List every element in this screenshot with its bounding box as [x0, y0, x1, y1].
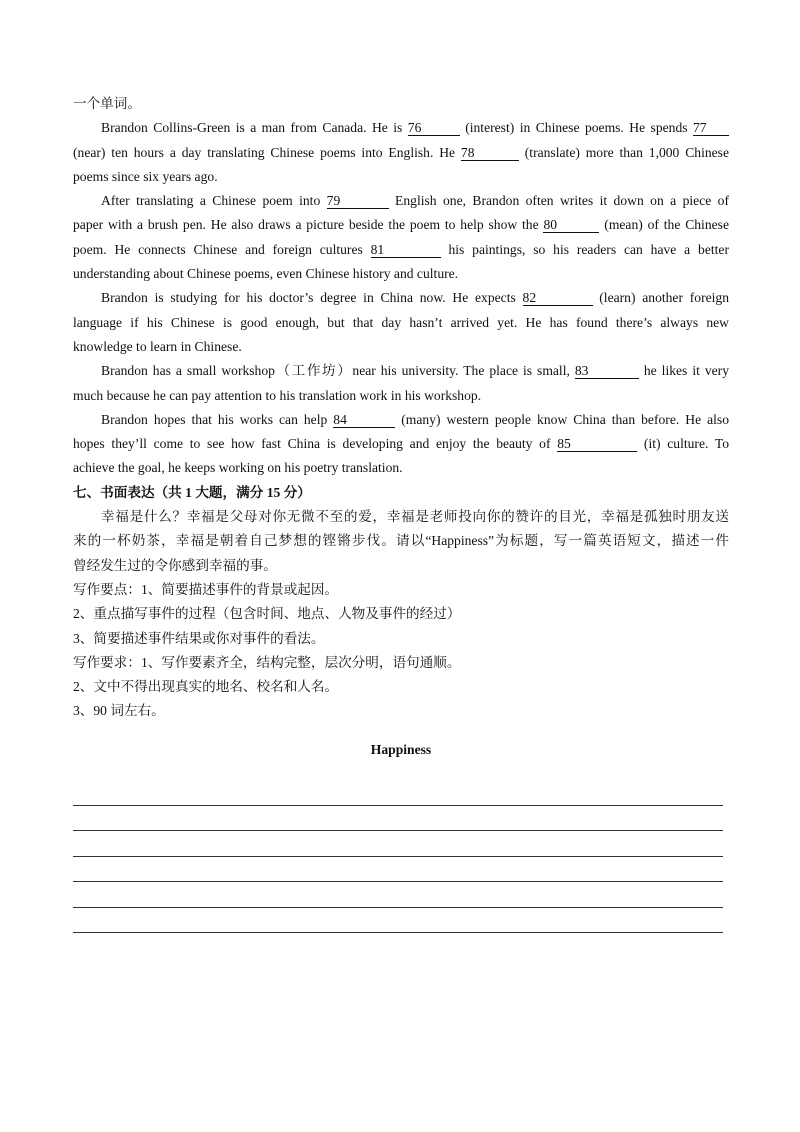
p3-line3: knowledge to learn in Chinese.	[73, 338, 242, 354]
p4-line2: much because he can pay attention to his translation work in his workshop.	[73, 387, 482, 403]
essay-title: Happiness	[370, 742, 432, 757]
blank-80[interactable]: 80	[543, 217, 599, 233]
answer-lines[interactable]	[73, 780, 723, 933]
p2-text: his paintings, so his readers can have a better	[440, 241, 729, 257]
blank-78[interactable]: 78	[461, 145, 519, 161]
writing-requirement-3: 3、90 词左右。	[73, 703, 165, 719]
p1-line1	[73, 116, 729, 140]
blank-83[interactable]: 83	[575, 363, 639, 379]
answer-line[interactable]	[73, 908, 723, 934]
p1-text: (near) ten hours a day translating Chinese poems into English. He	[73, 144, 461, 160]
answer-line[interactable]	[73, 831, 723, 857]
p5-text: (many) western people know China than before. He also	[395, 411, 729, 427]
p4-text: Brandon has a small workshop（工作坊）near his university. The place is small,	[101, 363, 575, 379]
p2-text: After translating a Chinese poem into	[101, 193, 327, 209]
p1-line2	[73, 141, 729, 165]
blank-82[interactable]: 82	[523, 290, 593, 306]
intro-tail: 一个单词。	[73, 96, 141, 111]
p3-text: Brandon is studying for his doctor’s degree in China now. He expects	[101, 290, 523, 306]
p5-text: hopes they’ll come to see how fast China is developing and enjoy the beauty of	[73, 436, 558, 452]
p4-line1	[73, 359, 729, 383]
p3-line2: language if his Chinese is good enough, but that day hasn’t arrived yet. He has found there’s always new	[73, 314, 729, 330]
p1-text: (interest) in Chinese poems. He spends	[459, 120, 693, 136]
p2-line3	[73, 238, 729, 262]
passage	[73, 92, 729, 724]
points-label: 写作要点：	[73, 581, 141, 597]
answer-line[interactable]	[73, 780, 723, 806]
prompt-line1: 幸福是什么？幸福是父母对你无微不至的爱，幸福是老师投向你的赞许的目光，幸福是孤独时朋友送	[101, 509, 729, 525]
p1-text: (translate) more than 1,000 Chinese	[518, 144, 730, 160]
p5-line3: achieve the goal, he keeps working on his poetry translation.	[73, 460, 403, 476]
blank-79[interactable]: 79	[327, 193, 389, 209]
requirements-label: 写作要求：	[73, 654, 141, 670]
writing-requirement-2: 2、文中不得出现真实的地名、校名和人名。	[73, 679, 339, 695]
p2-text: (mean) of the Chinese	[599, 217, 729, 233]
p1-line3: poems since six years ago.	[73, 168, 218, 184]
p2-line4: understanding about Chinese poems, even Chinese history and culture.	[73, 266, 459, 282]
p3-text: (learn) another foreign	[592, 290, 729, 306]
answer-line[interactable]	[73, 882, 723, 908]
writing-point-1	[73, 578, 729, 602]
p1-text: Brandon Collins-Green is a man from Canada. He is	[101, 120, 408, 136]
writing-point-2: 2、重点描写事件的过程（包含时间、地点、人物及事件的经过）	[73, 606, 461, 622]
p5-text: Brandon hopes that his works can help	[101, 411, 334, 427]
blank-76[interactable]: 76	[408, 120, 460, 136]
blank-77[interactable]: 77	[693, 120, 729, 136]
p2-line1	[73, 189, 729, 213]
p4-text: he likes it very	[638, 363, 729, 379]
writing-requirement-1	[73, 651, 729, 675]
prompt-line3: 曾经发生过的令你感到幸福的事。	[73, 557, 277, 573]
section-heading: 七、书面表达（共 1 大题，满分 15 分）	[73, 484, 311, 500]
p2-text: poem. He connects Chinese and foreign cultures	[73, 241, 371, 257]
blank-84[interactable]: 84	[333, 412, 395, 428]
p5-line1	[73, 408, 729, 432]
p2-line2	[73, 213, 729, 237]
point-text: 1、简要描述事件的背景或起因。	[140, 581, 339, 597]
answer-line[interactable]	[73, 806, 723, 832]
p2-text: paper with a brush pen. He also draws a picture beside the poem to help show the	[73, 217, 544, 233]
p3-line1	[73, 286, 729, 310]
requirement-text: 1、写作要素齐全，结构完整，层次分明，语句通顺。	[140, 654, 461, 670]
writing-point-3: 3、简要描述事件结果或你对事件的看法。	[73, 630, 325, 646]
blank-81[interactable]: 81	[371, 242, 441, 258]
p2-text: English one, Brandon often writes it down on a piece of	[388, 193, 729, 209]
prompt-line2: 来的一杯奶茶，幸福是朝着自己梦想的铿锵步伐。请以“Happiness”为标题，写一篇英语短文，描述一件	[73, 533, 729, 549]
p5-text: (it) culture. To	[637, 436, 729, 452]
answer-line[interactable]	[73, 857, 723, 883]
p5-line2	[73, 432, 729, 456]
blank-85[interactable]: 85	[557, 436, 637, 452]
